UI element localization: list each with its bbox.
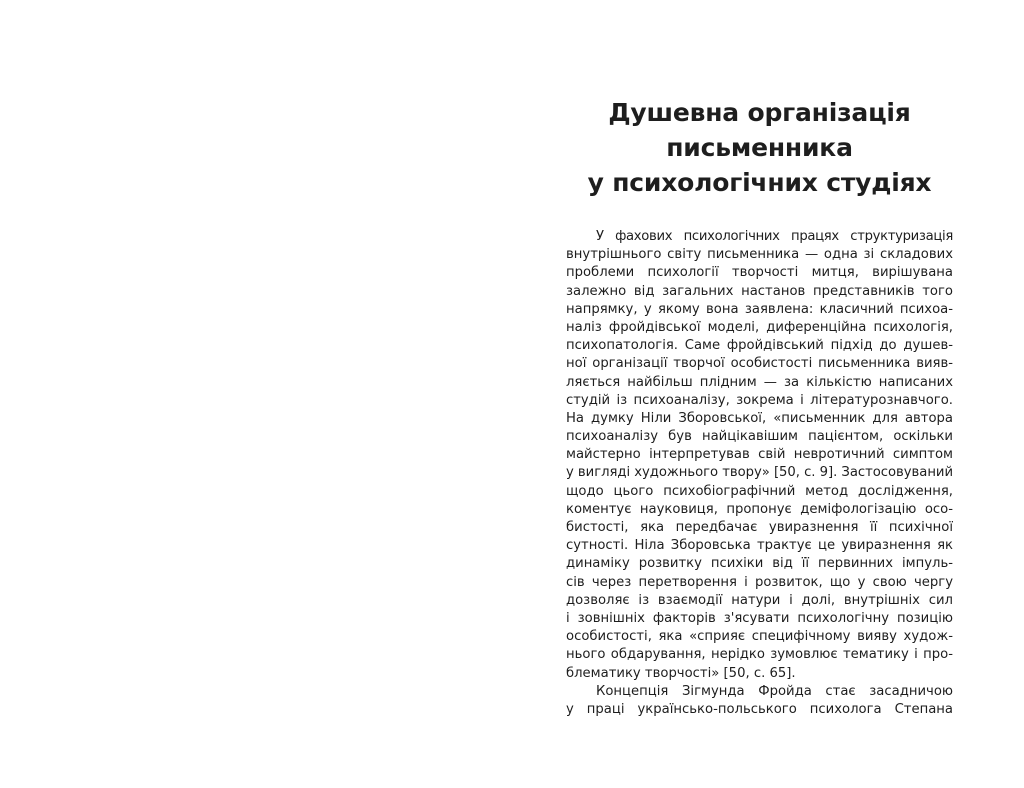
text-line: особистості, яка «сприяє специфічному вияву худож- [566, 629, 953, 645]
chapter-title-line: письменника [666, 133, 853, 162]
text-line: сів через перетворення і розвиток, що у свою чергу [566, 574, 953, 590]
body-text [566, 228, 953, 719]
text-line: На думку Ніли Зборовської, «письменник для автора [566, 410, 953, 426]
text-line: проблеми психології творчості митця, вирішувана [566, 265, 953, 281]
text-line: психоаналізу був найцікавішим пацієнтом, оскільки [566, 429, 953, 445]
text-line: коментує науковиця, пропонує деміфологізацію осо- [566, 501, 953, 517]
chapter-title-line: у психологічних студіях [587, 168, 932, 197]
text-line: внутрішнього світу письменника — одна зі складових [566, 247, 953, 263]
text-line: щодо цього психобіографічний метод дослідження, [566, 483, 953, 499]
text-line: ної організації творчої особистості письменника вияв- [566, 356, 953, 372]
text-line: у праці українсько-польського психолога Степана [566, 701, 953, 717]
text-line: блематику творчості» [50, с. 65]. [566, 665, 796, 681]
text-line: нього обдарування, нерідко зумовлює тематику і про- [566, 647, 953, 663]
text-line: психопатологія. Саме фройдівський підхід до душев- [566, 338, 953, 354]
text-line: наліз фройдівської моделі, диференційна психологія, [566, 319, 953, 335]
text-line: ляється найбільш плідним — за кількістю написаних [566, 374, 953, 390]
right-page [512, 0, 1024, 788]
text-line: напрямку, у якому вона заявлена: класичний психоа- [566, 301, 953, 317]
text-line: залежно від загальних настанов представників того [566, 283, 953, 299]
text-line: у вигляді художнього твору» [50, с. 9]. Застосовуваний [566, 465, 953, 481]
text-line: бистості, яка передбачає увиразнення її психічної [566, 520, 953, 535]
text-line: динаміку розвитку психіки від її первинних імпуль- [566, 556, 953, 572]
text-line: Концепція Зігмунда Фройда стає засадничою [596, 683, 953, 699]
chapter-title-line: Душевна організація [608, 98, 911, 127]
text-line: студій із психоаналізу, зокрема і літературознавчого. [566, 392, 953, 408]
text-line: дозволяє із взаємодії натури і долі, внутрішніх сил [566, 592, 953, 608]
text-line: і зовнішніх факторів з'ясувати психологічну позицію [566, 610, 953, 626]
text-line: У фахових психологічних працях структуризація [596, 229, 953, 244]
text-line: сутності. Ніла Зборовська трактує це увиразнення як [566, 538, 953, 554]
chapter-title [566, 95, 953, 200]
text-line: майстерно інтерпретував свій невротичний симптом [566, 447, 953, 463]
